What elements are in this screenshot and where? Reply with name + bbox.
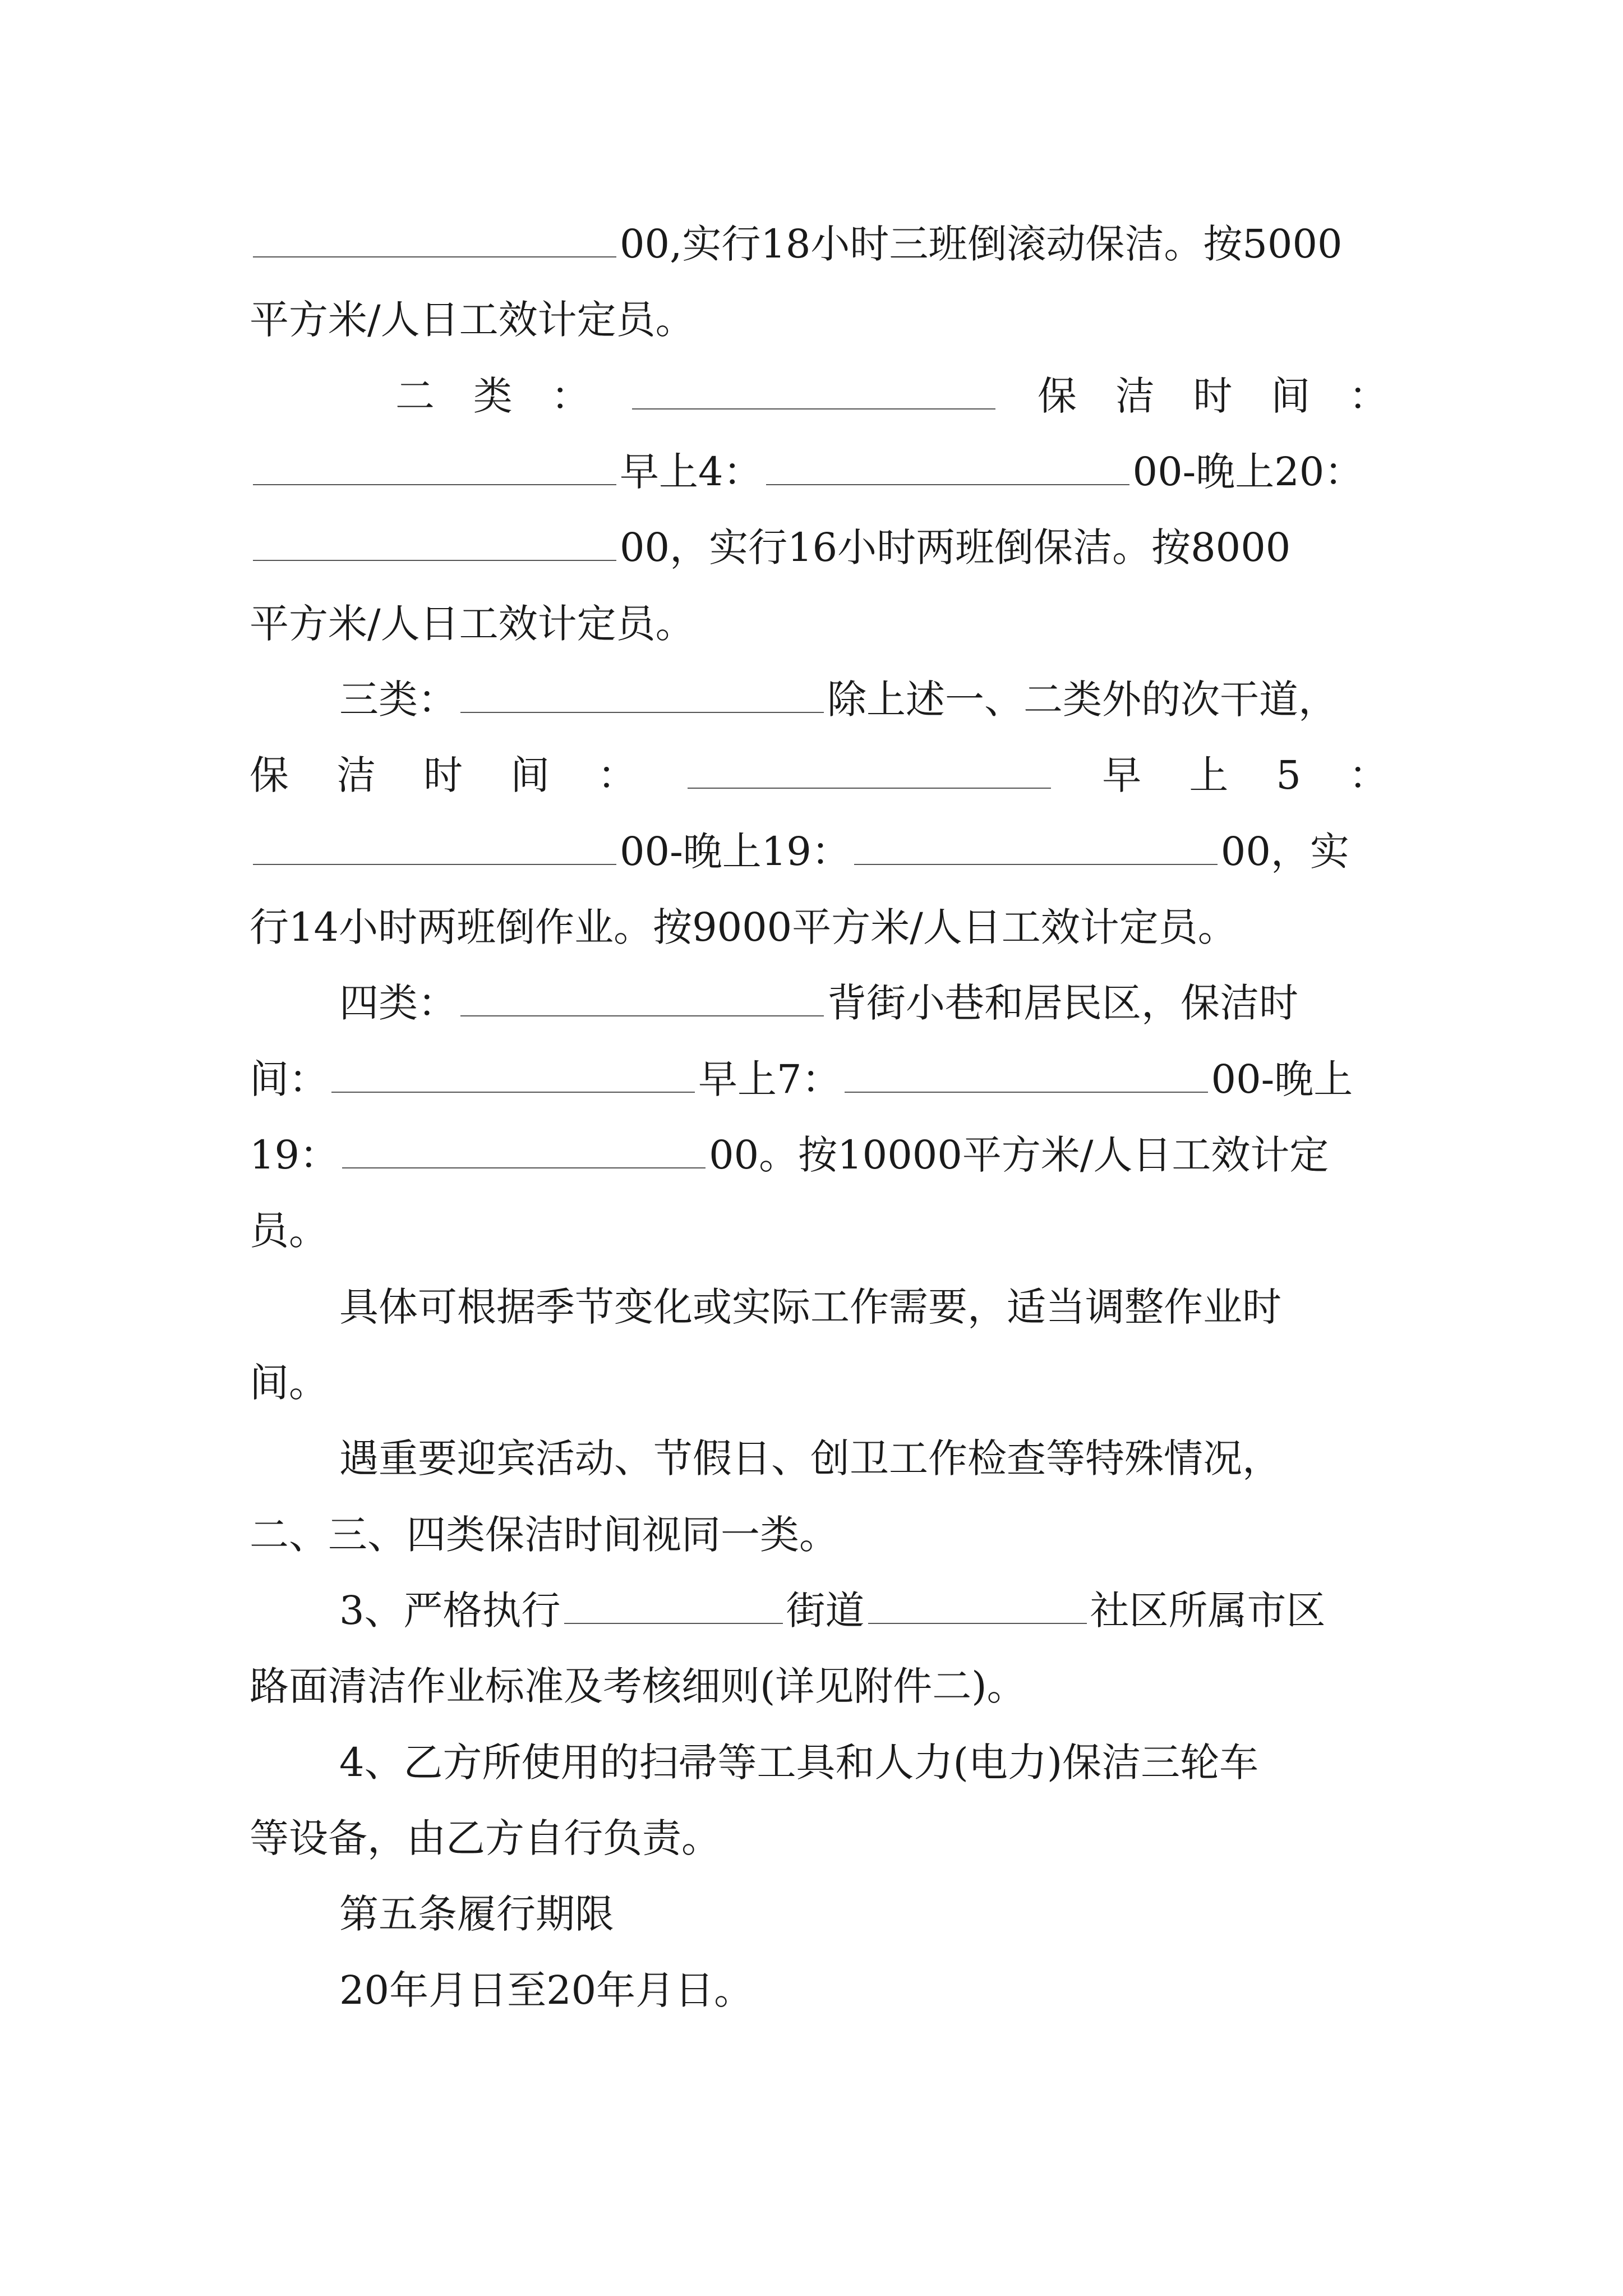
line-text: 间	[510, 752, 550, 798]
line-text: 时	[1193, 373, 1233, 419]
text-line-8	[250, 736, 1388, 815]
line-text: 保	[250, 752, 289, 798]
line-text: 早上7：	[698, 1056, 841, 1102]
text-line-18	[250, 1496, 1388, 1574]
text-line-19	[250, 1571, 1478, 1650]
fill-blank	[766, 439, 1129, 485]
line-text: 5	[1276, 752, 1301, 798]
text-line-6	[250, 585, 1388, 663]
line-text: 00-晚上20：	[1132, 449, 1364, 495]
line-text: 00-晚上	[1211, 1056, 1353, 1102]
fill-blank	[253, 211, 616, 257]
section-heading	[250, 1875, 1478, 1953]
line-text: 00。按10000平方米/人日工效计定	[709, 1132, 1329, 1178]
text-line-11	[250, 964, 1478, 1042]
text-line-16	[250, 1343, 1388, 1422]
text-line-3	[250, 357, 1388, 435]
line-text: 3、严格执行	[339, 1588, 561, 1634]
text-line-5	[250, 508, 1388, 587]
line-text: 社区所属市区	[1090, 1588, 1326, 1634]
fill-blank	[868, 1578, 1087, 1624]
fill-blank	[253, 819, 616, 865]
line-text: 洁	[1115, 373, 1155, 419]
line-text: 00,实行18小时三班倒滚动保洁。按5000	[620, 221, 1343, 267]
line-text: 20年月日至20年月日。	[339, 1967, 754, 2013]
line-text: 00，实	[1220, 829, 1349, 875]
line-text: 行14小时两班倒作业。按9000平方米/人日工效计定员。	[250, 904, 1237, 950]
line-text: 第五条履行期限	[339, 1891, 614, 1937]
line-text: 平方米/人日工效计定员。	[250, 601, 695, 647]
line-text: 三类：	[339, 677, 457, 723]
line-text: 平方米/人日工效计定员。	[250, 297, 695, 343]
text-line-15	[250, 1268, 1478, 1346]
line-text: 等设备，由乙方自行负责。	[250, 1815, 721, 1861]
fill-blank	[845, 1047, 1208, 1093]
fill-blank	[253, 439, 616, 485]
text-line-17	[250, 1419, 1478, 1498]
line-text: 间	[1271, 373, 1311, 419]
line-text: 早	[1102, 752, 1142, 798]
line-text: 上	[1189, 752, 1229, 798]
fill-blank	[460, 667, 824, 713]
line-text: 4、乙方所使用的扫帚等工具和人力(电力)保洁三轮车	[339, 1740, 1259, 1786]
text-line-13	[250, 1116, 1388, 1194]
line-text: 间。	[250, 1360, 328, 1406]
line-text: 类	[473, 373, 513, 419]
line-text: ：	[597, 752, 637, 798]
line-text: ：	[551, 373, 591, 419]
line-text: 间：	[250, 1056, 328, 1102]
line-text: 背街小巷和居民区，保洁时	[827, 980, 1298, 1026]
line-text: 早上4：	[620, 449, 763, 495]
fill-blank	[460, 970, 824, 1016]
line-text: 具体可根据季节变化或实际工作需要，适当调整作业时	[339, 1284, 1281, 1330]
fill-blank	[688, 743, 1051, 789]
line-text: 00-晚上19：	[620, 829, 851, 875]
line-text: 四类：	[339, 980, 457, 1026]
text-line-1	[250, 205, 1388, 283]
text-line-24	[250, 1951, 1478, 2030]
line-text: 保	[1038, 373, 1077, 419]
line-text: ：	[1348, 752, 1388, 798]
text-line-20	[250, 1647, 1388, 1726]
line-text: 街道	[786, 1588, 865, 1634]
text-line-10	[250, 888, 1388, 967]
text-line-4	[250, 432, 1388, 511]
text-line-2	[250, 280, 1388, 359]
line-text: 遇重要迎宾活动、节假日、创卫工作检查等特殊情况，	[339, 1435, 1281, 1481]
line-text: 19：	[250, 1132, 339, 1178]
line-text: 除上述一、二类外的次干道，	[827, 677, 1338, 723]
text-line-22	[250, 1799, 1388, 1878]
text-line-12	[250, 1040, 1388, 1119]
fill-blank	[342, 1122, 706, 1168]
text-line-9	[250, 812, 1388, 891]
line-text: 二、三、四类保洁时间视同一类。	[250, 1512, 838, 1558]
text-line-14	[250, 1191, 1388, 1270]
line-text: 00，实行16小时两班倒保洁。按8000	[620, 524, 1291, 570]
line-text: 时	[423, 752, 463, 798]
line-text: 二	[395, 373, 435, 419]
line-text: 路面清洁作业标准及考核细则(详见附件二)。	[250, 1663, 1026, 1709]
fill-blank	[632, 364, 995, 409]
fill-blank	[331, 1047, 695, 1093]
fill-blank	[854, 819, 1218, 865]
fill-blank	[564, 1578, 783, 1624]
line-text: 洁	[336, 752, 376, 798]
fill-blank	[253, 515, 616, 561]
text-line-21	[250, 1723, 1478, 1802]
line-text: ：	[1349, 373, 1388, 419]
text-line-7	[250, 660, 1478, 739]
line-text: 员。	[250, 1208, 328, 1254]
